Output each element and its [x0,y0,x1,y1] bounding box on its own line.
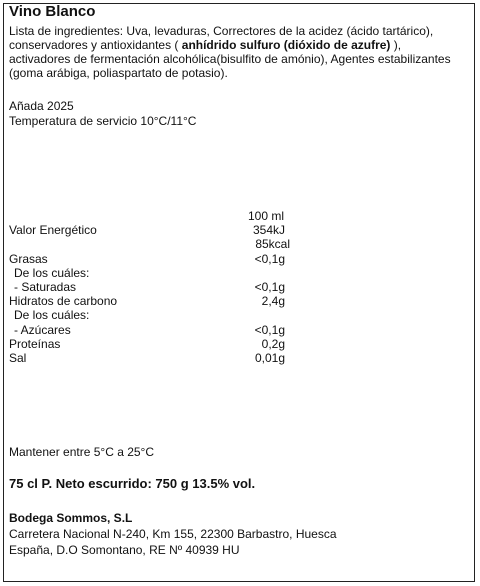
nutrition-value: <0,1g [254,280,285,294]
nutrition-label: Valor Energético [9,223,97,237]
nutrition-label: Grasas [9,252,48,266]
nutrition-row [9,252,299,266]
product-title: Vino Blanco [9,3,96,20]
ingredients-list [9,24,464,80]
nutrition-label: - Saturadas [14,280,77,294]
nutrition-label: De los cuáles: [14,266,90,280]
volume-weight-abv: 75 cl P. Neto escurrido: 750 g 13.5% vol. [9,476,256,491]
nutrition-label: Sal [9,351,27,365]
nutrition-value: 2,4g [261,294,285,308]
vintage: Añada 2025 [9,99,74,113]
company-name: Bodega Sommos, S.L [9,511,133,525]
nutrition-row-energy [9,223,299,237]
ingredients-text-cont: ), activadores de fermentación alcohólica(bisulfito de amónio), Agentes estabilizantes (goma arábiga, poliaspartato de potasio). [9,38,451,80]
nutrition-label: Hidratos de carbono [9,294,118,308]
nutrition-label: Proteínas [9,337,61,351]
nutrition-value: 0,01g [254,351,285,365]
nutrition-value: 0,2g [261,337,285,351]
allergen-text: anhídrido sulfuro (dióxido de azufre) [181,38,391,52]
nutrition-value: <0,1g [254,252,285,266]
ingredients-text: Lista de ingredientes: Uva, levaduras, Correctores de la acidez (ácido tartárico), conservadores y antioxidantes ( [9,24,434,52]
storage-note: Mantener entre 5°C a 25°C [9,445,155,459]
nutrition-label: - Azúcares [14,323,71,337]
nutrition-label: De los cuáles: [14,308,90,322]
company-origin: España, D.O Somontano, RE Nº 40939 HU [9,543,240,557]
nutrition-value: <0,1g [254,323,285,337]
nutrition-row [9,280,299,294]
nutrition-row-energy-kcal [9,237,299,251]
company-address: Carretera Nacional N-240, Km 155, 22300 Barbastro, Huesca [9,527,337,541]
nutrition-row [9,351,299,365]
nutrition-value-kcal: 85kcal [255,237,290,251]
nutrition-row [9,323,299,337]
nutrition-value-kj: 354kJ [252,223,285,237]
nutrition-row [9,266,299,280]
nutrition-row [9,337,299,351]
service-temperature: Temperatura de servicio 10°C/11°C [9,114,197,128]
nutrition-row [9,294,299,308]
nutrition-header: 100 ml [248,209,285,223]
nutrition-row [9,308,299,322]
